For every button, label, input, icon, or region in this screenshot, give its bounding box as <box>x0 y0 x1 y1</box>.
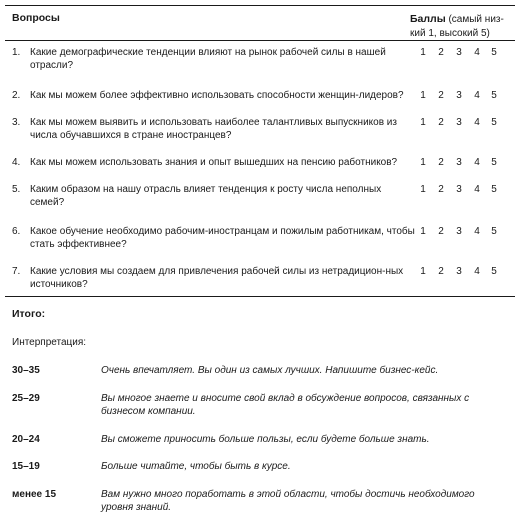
score-option[interactable]: 4 <box>474 157 480 168</box>
score-option[interactable]: 5 <box>491 90 497 101</box>
interpretation-text: Вы сможете приносить больше пользы, если будете больше знать. <box>101 434 430 445</box>
scores-header <box>410 12 515 41</box>
score-option[interactable]: 1 <box>420 117 426 128</box>
score-option[interactable]: 4 <box>474 266 480 277</box>
question-text: Какое обучение необходимо рабочим-иностранцам и пожилым работникам, чтобы стать эффективнее? <box>30 226 415 250</box>
score-option[interactable]: 2 <box>438 47 444 58</box>
scores-header-bold: Баллы <box>410 13 446 25</box>
interpretation-text: Вам нужно много поработать в этой области, чтобы достичь необходимого уровня знаний. <box>101 489 475 513</box>
question-text: Каким образом на нашу отрасль влияет тенденция к росту числа неполных семей? <box>30 184 382 208</box>
question-number: 7. <box>12 266 21 277</box>
score-option[interactable]: 5 <box>491 226 497 237</box>
score-option[interactable]: 1 <box>420 90 426 101</box>
score-option[interactable]: 3 <box>456 47 462 58</box>
top-rule <box>5 5 515 6</box>
score-option[interactable]: 1 <box>420 157 426 168</box>
score-option[interactable]: 5 <box>491 184 497 195</box>
score-option[interactable]: 4 <box>474 184 480 195</box>
score-range: 25–29 <box>12 393 40 404</box>
score-option[interactable]: 2 <box>438 226 444 237</box>
score-option[interactable]: 2 <box>438 117 444 128</box>
interpretation-text: Вы многое знаете и вносите свой вклад в обсуждение вопросов, связанных с бизнесом компании. <box>101 393 470 417</box>
question-text: Как мы можем использовать знания и опыт вышедших на пенсию работников? <box>30 157 398 168</box>
score-option[interactable]: 3 <box>456 226 462 237</box>
question-text: Как мы можем выявить и использовать наиболее талантливых выпускников из числа обучавшихся в стране иностранцев? <box>30 117 397 141</box>
score-option[interactable]: 1 <box>420 266 426 277</box>
score-option[interactable]: 1 <box>420 226 426 237</box>
interpretation-label: Интерпретация: <box>12 337 87 348</box>
question-number: 1. <box>12 47 21 58</box>
header-rule <box>5 40 515 41</box>
scores-header-rest: (самый низ-кий 1, высокий 5) <box>410 14 504 39</box>
score-option[interactable]: 4 <box>474 90 480 101</box>
score-option[interactable]: 1 <box>420 184 426 195</box>
total-label: Итого: <box>12 308 46 320</box>
score-option[interactable]: 4 <box>474 226 480 237</box>
score-option[interactable]: 5 <box>491 266 497 277</box>
score-option[interactable]: 4 <box>474 47 480 58</box>
interpretation-text: Больше читайте, чтобы быть в курсе. <box>101 461 291 472</box>
score-range: менее 15 <box>12 489 57 500</box>
score-option[interactable]: 3 <box>456 157 462 168</box>
score-option[interactable]: 2 <box>438 266 444 277</box>
table-bottom-rule <box>5 296 515 297</box>
score-range: 30–35 <box>12 365 40 376</box>
score-option[interactable]: 5 <box>491 117 497 128</box>
score-option[interactable]: 2 <box>438 184 444 195</box>
score-option[interactable]: 3 <box>456 266 462 277</box>
question-text: Как мы можем более эффективно использовать способности женщин-лидеров? <box>30 90 404 101</box>
score-option[interactable]: 3 <box>456 90 462 101</box>
question-number: 2. <box>12 90 21 101</box>
score-range: 20–24 <box>12 434 40 445</box>
question-number: 3. <box>12 117 21 128</box>
question-text: Какие условия мы создаем для привлечения рабочей силы из нетрадицион-ных источников? <box>30 266 404 290</box>
question-number: 5. <box>12 184 21 195</box>
score-range: 15–19 <box>12 461 40 472</box>
score-option[interactable]: 4 <box>474 117 480 128</box>
question-number: 4. <box>12 157 21 168</box>
score-option[interactable]: 1 <box>420 47 426 58</box>
score-option[interactable]: 2 <box>438 157 444 168</box>
score-option[interactable]: 5 <box>491 47 497 58</box>
question-number: 6. <box>12 226 21 237</box>
question-text: Какие демографические тенденции влияют на рынок рабочей силы в нашей отрасли? <box>30 47 386 71</box>
questions-header: Вопросы <box>12 12 60 24</box>
score-option[interactable]: 3 <box>456 117 462 128</box>
score-option[interactable]: 5 <box>491 157 497 168</box>
score-option[interactable]: 3 <box>456 184 462 195</box>
interpretation-text: Очень впечатляет. Вы один из самых лучших. Напишите бизнес-кейс. <box>101 365 439 376</box>
score-option[interactable]: 2 <box>438 90 444 101</box>
